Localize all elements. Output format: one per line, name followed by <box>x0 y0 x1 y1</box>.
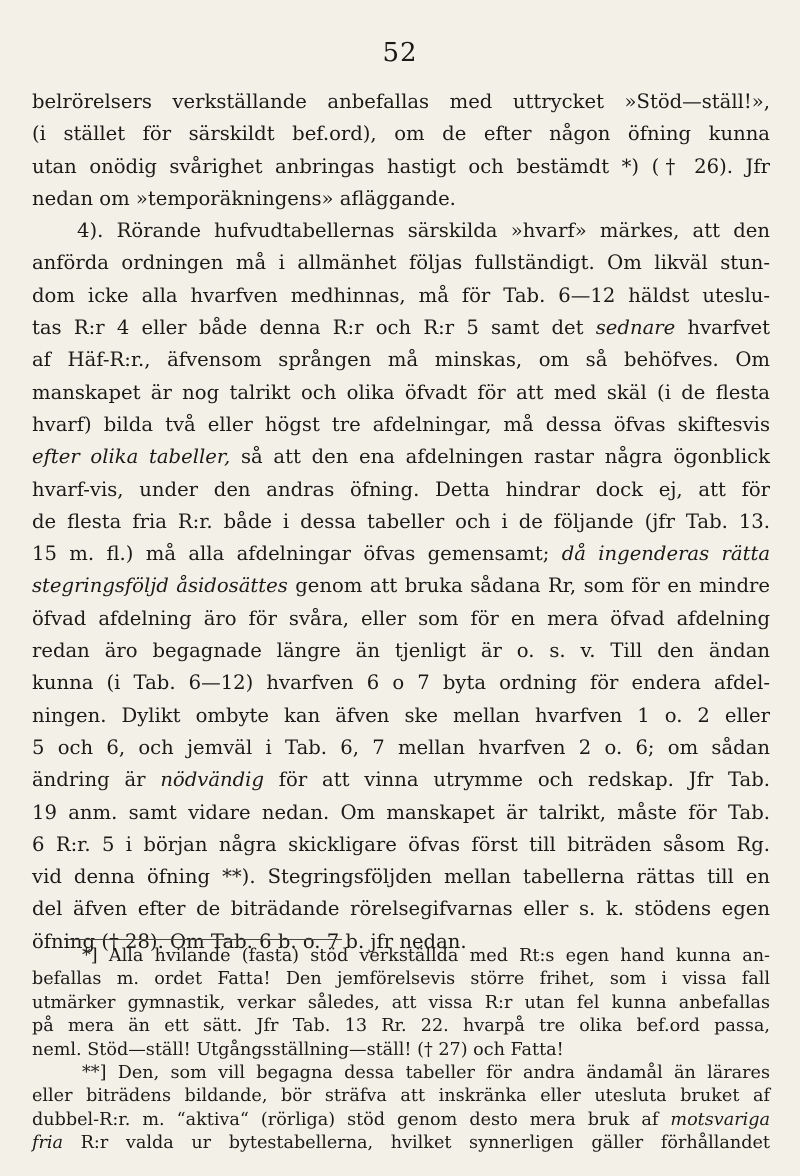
text-line: efter olika tabeller, så att den ena afdelningen rastar några ögonblick <box>32 445 770 469</box>
text-line: vid denna öfning **). Stegringsföljden mellan tabellerna rättas till en <box>32 865 770 889</box>
text-line: stegringsföljd åsidosättes genom att bruka sådana Rr, som för en mindre <box>32 574 770 598</box>
text-line: 15 m. fl.) må alla afdelningar öfvas gemensamt; då ingenderas rätta <box>32 542 770 566</box>
text-line: 19 anm. samt vidare nedan. Om manskapet är talrikt, måste för Tab. <box>32 800 770 824</box>
text-line: kunna (i Tab. 6—12) hvarfven 6 o 7 byta ordning för endera afdel- <box>32 671 770 695</box>
text-line: hvarf-vis, under den andras öfning. Detta hindrar dock ej, att för <box>32 477 770 501</box>
text-line: tas R:r 4 eller både denna R:r och R:r 5 samt det sednare hvarfvet <box>32 316 770 340</box>
text-line: ningen. Dylikt ombyte kan äfven ske mellan hvarfven 1 o. 2 eller <box>32 703 770 727</box>
footnote-line: *] Alla hvilande (fasta) stöd verkställda med Rt:s egen hand kunna an- <box>82 946 770 966</box>
footnotes <box>32 945 770 1156</box>
text-line: hvarf) bilda två eller högst tre afdelningar, må dessa öfvas skiftesvis <box>32 412 770 436</box>
text-line: 4). Rörande hufvudtabellernas särskilda »hvarf» märkes, att den <box>77 219 770 243</box>
text-line: öfning († 28). Om Tab. 6 b. o. 7 b. jfr nedan. <box>32 929 467 953</box>
text-line: redan äro begagnade längre än tjenligt är o. s. v. Till den ändan <box>32 639 770 663</box>
text-line: 5 och 6, och jemväl i Tab. 6, 7 mellan hvarfven 2 o. 6; om sådan <box>32 735 770 759</box>
footnote-line: fria R:r valda ur bytestabellerna, hvilket synnerligen gäller förhållandet <box>32 1133 770 1154</box>
footnote-divider <box>64 939 342 940</box>
body-text <box>32 86 770 958</box>
footnote-line: dubbel-R:r. m. “aktiva“ (rörliga) stöd genom desto mera bruk af motsvariga <box>32 1109 770 1130</box>
text-line: öfvad afdelning äro för svåra, eller som för en mera öfvad afdelning <box>32 606 770 630</box>
footnote-line: eller biträdens bildande, bör sträfva att inskränka eller utesluta bruket af <box>32 1086 770 1107</box>
text-line: manskapet är nog talrikt och olika öfvadt för att med skäl (i de flesta <box>32 380 770 404</box>
text-line: ändring är nödvändig för att vinna utrymme och redskap. Jfr Tab. <box>32 768 770 792</box>
text-line: (i stället för särskildt bef.ord), om de efter någon öfning kunna <box>32 122 770 146</box>
text-line: del äfven efter de biträdande rörelsegifvarnas eller s. k. stödens egen <box>32 897 770 921</box>
footnote-line: **] Den, som vill begagna dessa tabeller för andra ändamål än lärares <box>82 1062 770 1083</box>
footnote-line: utmärker gymnastik, verkar således, att vissa R:r utan fel kunna anbefallas <box>32 992 770 1013</box>
text-line: utan onödig svårighet anbringas hastigt och bestämdt *) († 26). Jfr <box>32 154 770 178</box>
footnote-line: neml. Stöd—ställ! Utgångsställning—ställ! († 27) och Fatta! <box>32 1039 564 1060</box>
text-line: 6 R:r. 5 i början några skickligare öfvas först till biträden såsom Rg. <box>32 832 770 856</box>
text-line: belrörelsers verkställande anbefallas med uttrycket »Stöd—ställ!», <box>32 90 770 113</box>
footnote-line: befallas m. ordet Fatta! Den jemförelsevis större frihet, som i vissa fall <box>32 969 770 990</box>
text-line: nedan om »temporäkningens» afläggande. <box>32 186 456 210</box>
text-line: af Häf-R:r., äfvensom sprången må minskas, om så behöfves. Om <box>32 348 770 372</box>
footnote-line: på mera än ett sätt. Jfr Tab. 13 Rr. 22. hvarpå tre olika bef.ord passa, <box>32 1016 770 1037</box>
text-line: anförda ordningen må i allmänhet följas fullständigt. Om likväl stun- <box>32 251 770 275</box>
text-line: de flesta fria R:r. både i dessa tabeller och i de följande (jfr Tab. 13. <box>32 509 770 533</box>
text-line: dom icke alla hvarfven medhinnas, må för Tab. 6—12 häldst uteslu- <box>32 283 770 307</box>
page-number: 52 <box>382 38 418 68</box>
